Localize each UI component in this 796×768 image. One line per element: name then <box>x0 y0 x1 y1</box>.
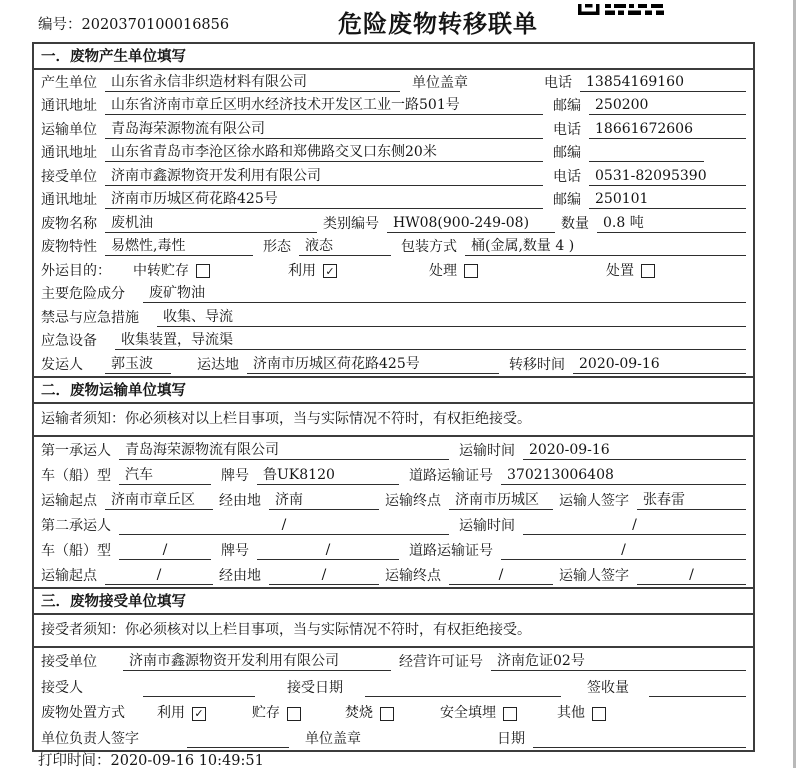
disposal-landfill-label: 安全填埋 <box>440 705 496 721</box>
second-road-permit-label: 道路运输证号 <box>409 542 493 559</box>
transporter-address-value: 山东省青岛市李沧区徐水路和郑佛路交叉口东侧20米 <box>105 144 543 162</box>
destination-value: 济南市历城区荷花路425号 <box>247 356 499 374</box>
transfer-form-table <box>32 42 755 752</box>
waste-quantity-value: 0.8 吨 <box>597 215 746 233</box>
responsible-sign-value <box>187 731 289 748</box>
waste-form-label: 形态 <box>263 239 291 255</box>
disposal-method-row <box>34 699 753 725</box>
second-origin-label: 运输起点 <box>41 567 97 584</box>
disposal-storage-checkbox <box>287 707 301 721</box>
disposal-recycle-checkbox: ✓ <box>192 707 206 721</box>
received-amount-label: 签收量 <box>587 679 629 696</box>
waste-property-value: 易燃性,毒性 <box>105 238 253 256</box>
transporter-address-row <box>34 141 753 165</box>
transfer-date-value: 2020-09-16 <box>573 356 746 374</box>
receiver-address-row <box>34 188 753 212</box>
disposal-method-label: 废物处置方式 <box>41 705 125 721</box>
second-via-label: 经由地 <box>219 567 261 584</box>
section-3-notice: 接受者须知：你必须核对以上栏目事项，当与实际情况不符时，有权拒绝接受。 <box>34 615 753 648</box>
first-vehicle-type-label: 车（船）型 <box>41 467 111 484</box>
purpose-treatment-label: 处理 <box>429 262 457 279</box>
emergency-equipment-row <box>34 329 753 353</box>
transfer-purpose-label: 外运目的： <box>41 262 111 279</box>
producer-unit-label: 产生单位 <box>41 74 97 91</box>
first-plate-label: 牌号 <box>221 467 249 484</box>
receiver-phone-label: 电话 <box>553 168 581 185</box>
producer-unit-value: 山东省永信非织造材料有限公司 <box>105 74 400 92</box>
receiver-phone-value: 0531-82095390 <box>589 168 746 186</box>
waste-code-value: HW08(900-249-08) <box>387 215 555 233</box>
section-1 <box>34 44 753 376</box>
receiver-zip-value: 250101 <box>589 191 746 209</box>
receiver-address-label: 通讯地址 <box>41 192 97 208</box>
second-transport-date-label: 运输时间 <box>459 517 515 534</box>
responsible-sign-row <box>34 724 753 750</box>
first-driver-sign-value: 张春雷 <box>637 492 746 510</box>
waste-property-label: 废物特性 <box>41 239 97 255</box>
transfer-date-label: 转移时间 <box>509 356 565 373</box>
producer-address-value: 山东省济南市章丘区明水经济技术开发区工业一路501号 <box>105 97 543 115</box>
transporter-zip-label: 邮编 <box>553 145 581 161</box>
sign-date-value <box>533 731 746 748</box>
section-2 <box>34 376 753 587</box>
first-driver-sign-label: 运输人签字 <box>559 492 629 509</box>
taboo-measures-value: 收集、导流 <box>157 309 746 327</box>
first-transport-date-value: 2020-09-16 <box>523 442 746 460</box>
transporter-unit-label: 运输单位 <box>41 121 97 138</box>
producer-zip-value: 250200 <box>589 97 746 115</box>
receive-unit-row <box>34 648 753 674</box>
waste-quantity-label: 数量 <box>561 215 589 232</box>
purpose-disposal-label: 处置 <box>606 262 634 279</box>
receive-unit-value: 济南市鑫源物资开发利用有限公司 <box>123 653 391 671</box>
receive-person-label: 接受人 <box>41 679 83 696</box>
transporter-zip-value <box>589 145 704 162</box>
taboo-measures-label: 禁忌与应急措施 <box>41 309 139 326</box>
producer-address-row <box>34 94 753 118</box>
license-number-label: 经营许可证号 <box>399 654 483 670</box>
second-carrier-row <box>34 512 753 537</box>
consignor-label: 发运人 <box>41 356 83 373</box>
second-carrier-value: / <box>119 517 449 535</box>
purpose-transit-storage-label: 中转贮存 <box>133 262 189 279</box>
disposal-landfill-group <box>440 705 517 722</box>
second-road-permit-value: / <box>501 542 746 560</box>
first-road-permit-value: 370213006408 <box>501 467 746 485</box>
first-transport-date-label: 运输时间 <box>459 442 515 459</box>
first-origin-value: 济南市章丘区 <box>105 492 213 510</box>
receiver-zip-label: 邮编 <box>553 192 581 208</box>
print-time <box>38 749 264 768</box>
purpose-transit-storage-group <box>133 263 210 280</box>
receiver-unit-label: 接受单位 <box>41 168 97 185</box>
first-carrier-label: 第一承运人 <box>41 442 111 459</box>
transfer-purpose-row <box>34 258 753 282</box>
main-hazard-value: 废矿物油 <box>143 285 746 303</box>
sign-date-label: 日期 <box>497 730 525 747</box>
purpose-recycle-checkbox: ✓ <box>323 264 337 278</box>
purpose-disposal-group <box>606 263 655 280</box>
second-transport-date-value: / <box>523 517 746 535</box>
disposal-landfill-checkbox <box>503 707 517 721</box>
waste-property-row <box>34 235 753 259</box>
second-endpoint-label: 运输终点 <box>385 567 441 584</box>
purpose-treatment-group <box>429 263 478 280</box>
transporter-phone-value: 18661672606 <box>589 121 746 139</box>
responsible-sign-label: 单位负责人签字 <box>41 730 139 747</box>
destination-label: 运达地 <box>197 356 239 373</box>
section-1-header: 一．废物产生单位填写 <box>34 44 753 70</box>
transporter-phone-label: 电话 <box>553 121 581 138</box>
producer-address-label: 通讯地址 <box>41 98 97 114</box>
section-2-header: 二．废物运输单位填写 <box>34 378 753 404</box>
first-endpoint-value: 济南市历城区 <box>449 492 553 510</box>
license-number-value: 济南危证02号 <box>491 653 746 671</box>
first-vehicle-row <box>34 462 753 487</box>
first-plate-value: 鲁UK8120 <box>257 467 399 485</box>
waste-name-value: 废机油 <box>105 215 317 233</box>
doc-number <box>38 13 229 34</box>
receive-person-row <box>34 673 753 699</box>
emergency-equipment-value: 收集装置，导流渠 <box>115 332 746 350</box>
transporter-unit-row <box>34 117 753 141</box>
second-driver-sign-value: / <box>637 567 746 585</box>
purpose-treatment-checkbox <box>464 264 478 278</box>
unit-seal-label: 单位盖章 <box>305 730 361 747</box>
section-3-header: 三．废物接受单位填写 <box>34 589 753 615</box>
print-time-value: 2020-09-16 10:49:51 <box>110 753 264 768</box>
packing-method-value: 桶(金属,数量 4 ) <box>465 238 746 256</box>
second-vehicle-row <box>34 537 753 562</box>
transporter-unit-value: 青岛海荣源物流有限公司 <box>105 121 543 139</box>
waste-form-value: 液态 <box>299 238 391 256</box>
doc-number-value: 2020370100016856 <box>81 17 230 33</box>
disposal-other-group <box>557 705 606 722</box>
producer-unit-row <box>34 70 753 94</box>
receiver-unit-value: 济南市鑫源物资开发利用有限公司 <box>105 168 543 186</box>
disposal-other-checkbox <box>592 707 606 721</box>
first-carrier-row <box>34 437 753 462</box>
second-origin-value: / <box>105 567 213 585</box>
receiver-address-value: 济南市历城区荷花路425号 <box>105 191 543 209</box>
disposal-recycle-label: 利用 <box>157 705 185 721</box>
receive-date-value <box>365 680 561 697</box>
page-title: 危险废物转移联单 <box>338 9 538 38</box>
second-plate-label: 牌号 <box>221 542 249 559</box>
disposal-storage-label: 贮存 <box>252 705 280 721</box>
purpose-disposal-checkbox <box>641 264 655 278</box>
first-origin-label: 运输起点 <box>41 492 97 509</box>
second-endpoint-value: / <box>449 567 553 585</box>
qr-code-fragment <box>578 0 668 11</box>
waste-name-label: 废物名称 <box>41 215 97 232</box>
purpose-recycle-group <box>288 263 337 280</box>
packing-method-label: 包装方式 <box>401 239 457 255</box>
first-route-row <box>34 487 753 512</box>
second-vehicle-type-value: / <box>119 542 211 560</box>
main-hazard-label: 主要危险成分 <box>41 286 125 302</box>
receive-unit-label: 接受单位 <box>41 654 97 670</box>
receive-person-value <box>143 680 255 697</box>
section-2-notice: 运输者须知：你必须核对以上栏目事项，当与实际情况不符时，有权拒绝接受。 <box>34 404 753 437</box>
receiver-unit-row <box>34 164 753 188</box>
transporter-address-label: 通讯地址 <box>41 145 97 161</box>
first-carrier-value: 青岛海荣源物流有限公司 <box>119 442 449 460</box>
disposal-incineration-label: 焚烧 <box>345 705 373 721</box>
second-vehicle-type-label: 车（船）型 <box>41 542 111 559</box>
purpose-recycle-label: 利用 <box>288 262 316 279</box>
received-amount-value <box>649 680 746 697</box>
producer-zip-label: 邮编 <box>553 98 581 114</box>
print-time-label: 打印时间： <box>38 753 111 768</box>
main-hazard-row <box>34 282 753 306</box>
purpose-transit-storage-checkbox <box>196 264 210 278</box>
first-endpoint-label: 运输终点 <box>385 492 441 509</box>
first-road-permit-label: 道路运输证号 <box>409 467 493 484</box>
first-via-label: 经由地 <box>219 492 261 509</box>
disposal-recycle-group <box>157 705 206 722</box>
disposal-other-label: 其他 <box>557 705 585 721</box>
second-driver-sign-label: 运输人签字 <box>559 567 629 584</box>
disposal-incineration-checkbox <box>380 707 394 721</box>
doc-number-label: 编号： <box>38 17 82 33</box>
second-route-row <box>34 562 753 587</box>
emergency-equipment-label: 应急设备 <box>41 333 97 349</box>
taboo-measures-row <box>34 305 753 329</box>
producer-seal-label: 单位盖章 <box>412 74 468 91</box>
producer-phone-label: 电话 <box>544 74 572 91</box>
waste-code-label: 类别编号 <box>323 215 379 232</box>
receive-date-label: 接受日期 <box>287 679 343 696</box>
first-via-value: 济南 <box>269 492 379 510</box>
waste-name-row <box>34 211 753 235</box>
disposal-incineration-group <box>345 705 394 722</box>
consignor-row <box>34 352 753 376</box>
disposal-storage-group <box>252 705 301 722</box>
second-plate-value: / <box>257 542 399 560</box>
consignor-value: 郭玉波 <box>105 356 171 374</box>
section-3 <box>34 587 753 750</box>
second-carrier-label: 第二承运人 <box>41 517 111 534</box>
producer-phone-value: 13854169160 <box>580 74 746 92</box>
second-via-value: / <box>269 567 379 585</box>
first-vehicle-type-value: 汽车 <box>119 467 211 485</box>
